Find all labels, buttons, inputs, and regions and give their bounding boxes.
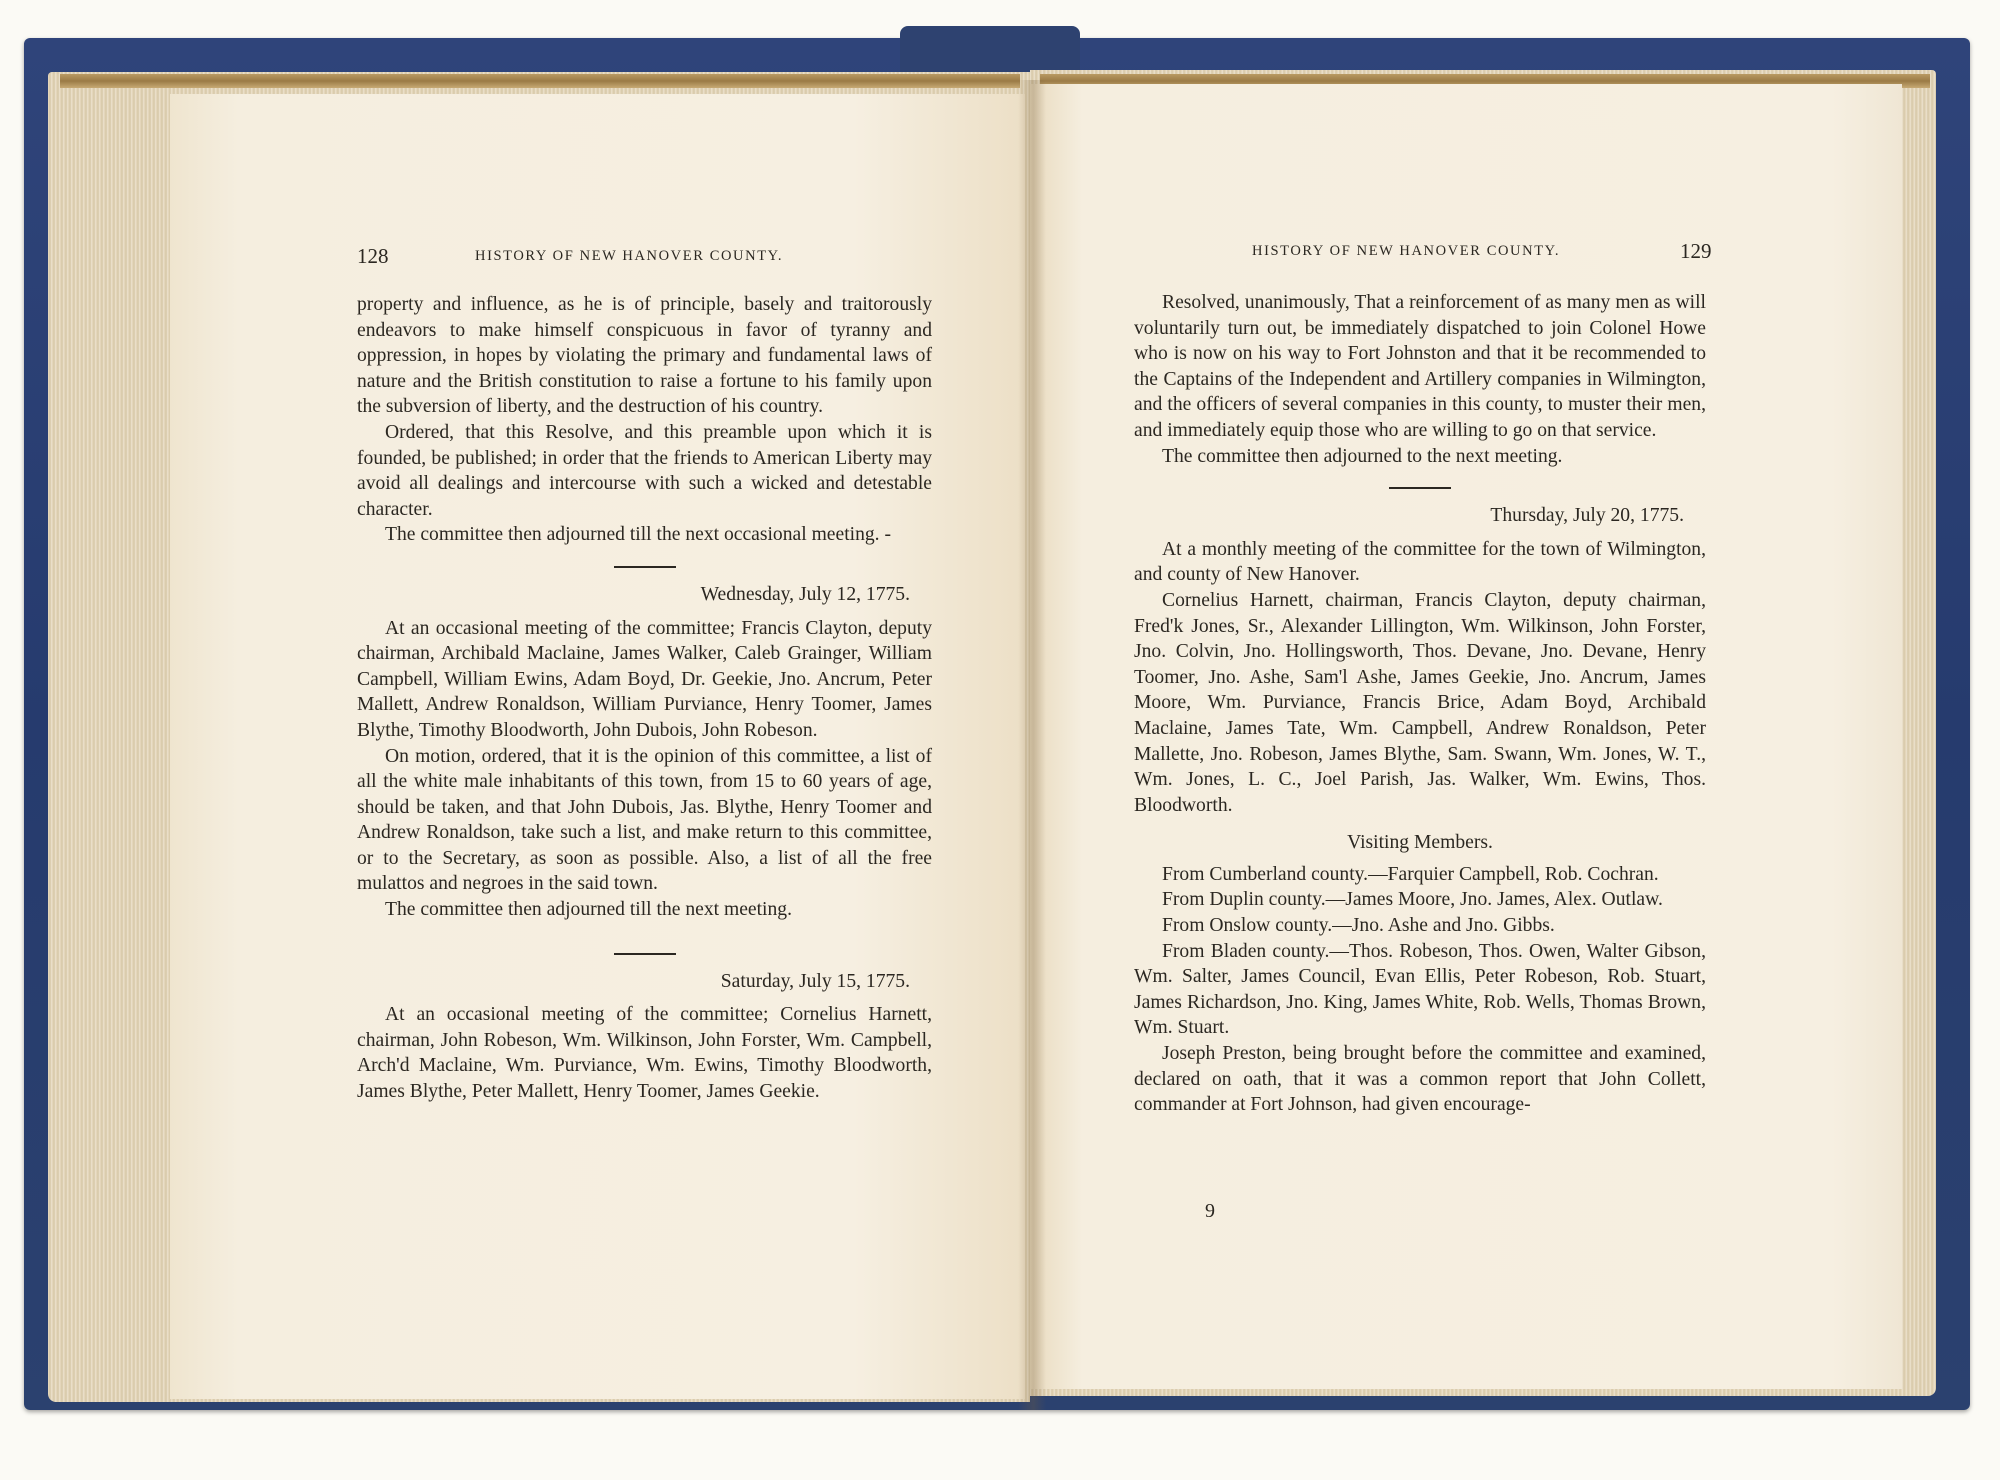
section-heading: Visiting Members.: [1347, 832, 1493, 854]
paragraph: Joseph Preston, being brought before the committee and examined, declared on oath, that it was a common report that John Collett, commander at Fort Johnson, had given encourage-: [1134, 1043, 1706, 1116]
paragraph: At an occasional meeting of the committee; Cornelius Harnett, chairman, John Robeson, Wm. Wilkinson, John Forster, Wm. Campbell, Arch'd Maclaine, Wm. Purviance, Wm. Ewins, Timothy Bloodworth, James Blythe, Peter Mallett, Henry Toomer, James Geekie.: [357, 1004, 932, 1103]
meeting-date: Saturday, July 15, 1775.: [720, 970, 910, 992]
paragraph: The committee then adjourned till the next meeting.: [385, 899, 792, 921]
paragraph: Ordered, that this Resolve, and this preamble upon which it is founded, be published; in order that the friends to American Liberty may avoid all dealings and intercourse with such a wicked and detestable character.: [357, 421, 932, 520]
meeting-date: Wednesday, July 12, 1775.: [700, 583, 910, 605]
right-page-number: 129: [1680, 239, 1712, 263]
paragraph: Cornelius Harnett, chairman, Francis Clayton, deputy chairman, Fred'k Jones, Sr., Alexander Lillington, Wm. Wilkinson, John Forster, Jno. Colvin, Jno. Hollingsworth, Thos. Devane, Jno. Devane, Henry Toomer, Jno. Ashe, Sam'l Ashe, James Geekie, Jno. Ancrum, James Moore, Wm. Purviance, Francis Brice, Adam Boyd, Archibald Maclaine, James Tate, Wm. Campbell, Andrew Ronaldson, Peter Mallette, Jno. Robeson, James Blythe, Sam. Swann, Wm. Jones, W. T., Wm. Jones, L. C., Joel Parish, Jas. Walker, Wm. Ewins, Thos. Bloodworth.: [1134, 589, 1706, 816]
left-page-text: [357, 292, 932, 1105]
meeting-date: Thursday, July 20, 1775.: [1490, 505, 1684, 527]
paragraph: The committee then adjourned to the next meeting.: [1162, 445, 1563, 467]
gilt-edge-left: [60, 74, 1020, 88]
section-rule: [614, 953, 676, 955]
paragraph: From Duplin county.—James Moore, Jno. James, Alex. Outlaw.: [1162, 889, 1663, 911]
paragraph: The committee then adjourned till the next occasional meeting. -: [385, 524, 892, 546]
left-page-number: 128: [357, 244, 389, 268]
paragraph: On motion, ordered, that it is the opinion of this committee, a list of all the white male inhabitants of this town, from 15 to 60 years of age, should be taken, and that John Dubois, Jas. Blythe, Henry Toomer and Andrew Ronaldson, take such a list, and make return to this committee, or to the Secretary, as soon as possible. Also, a list of all the free mulattos and negroes in the said town.: [357, 745, 932, 895]
paragraph: From Bladen county.—Thos. Robeson, Thos. Owen, Walter Gibson, Wm. Salter, James Council, Evan Ellis, Peter Robeson, Rob. Stuart, James Richardson, Jno. King, James White, Rob. Wells, Thomas Brown, Wm. Stuart.: [1134, 940, 1706, 1039]
paragraph: From Cumberland county.—Farquier Campbell, Rob. Cochran.: [1162, 863, 1659, 885]
left-running-head: HISTORY OF NEW HANOVER COUNTY.: [475, 248, 784, 264]
right-running-head: HISTORY OF NEW HANOVER COUNTY.: [1252, 243, 1561, 259]
paragraph: At a monthly meeting of the committee for the town of Wilmington, and county of New Hanover.: [1134, 538, 1706, 586]
book-gutter: [1018, 80, 1046, 1410]
right-page-text: [1134, 290, 1706, 1118]
paragraph: From Onslow county.—Jno. Ashe and Jno. Gibbs.: [1162, 915, 1555, 937]
paragraph: At an occasional meeting of the committee; Francis Clayton, deputy chairman, Archibald Maclaine, James Walker, Caleb Grainger, William Campbell, William Ewins, Adam Boyd, Dr. Geekie, Jno. Ancrum, Peter Mallett, Andrew Ronaldson, William Purviance, Henry Toomer, James Blythe, Timothy Bloodworth, John Dubois, John Robeson.: [357, 617, 932, 741]
paragraph: property and influence, as he is of principle, basely and traitorously endeavors to make himself conspicuous in favor of tyranny and oppression, in hopes by violating the primary and fundamental laws of nature and the British constitution to raise a fortune to his family upon the subversion of liberty, and the destruction of his country.: [357, 294, 932, 418]
paragraph: Resolved, unanimously, That a reinforcement of as many men as will voluntarily turn out, be immediately dispatched to join Colonel Howe who is now on his way to Fort Johnston and that it be recommended to the Captains of the Independent and Artillery companies in Wilmington, and the officers of several companies in this county, to muster their men, and immediately equip those who are willing to go on that service.: [1134, 292, 1706, 441]
section-rule: [1389, 487, 1451, 489]
section-rule: [614, 566, 676, 568]
signature-mark: 9: [1205, 1200, 1215, 1222]
book-spine: [900, 26, 1080, 72]
